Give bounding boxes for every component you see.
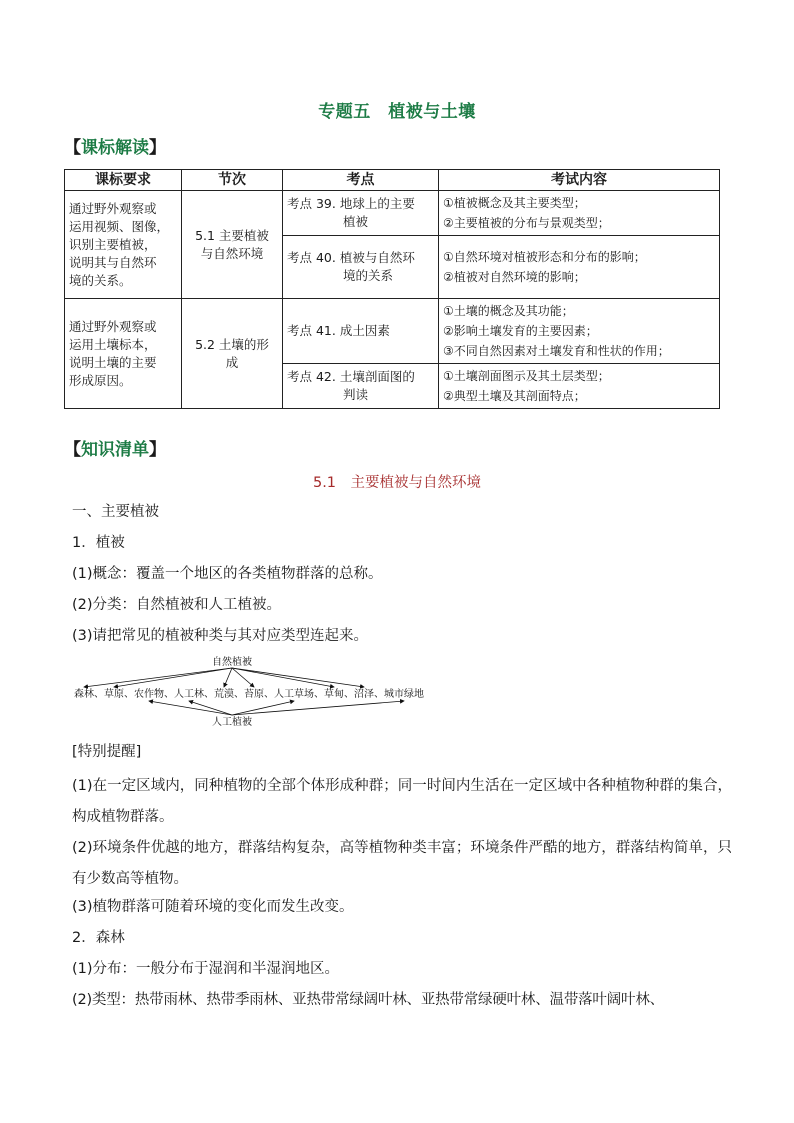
item-separator: 、 <box>374 689 384 700</box>
artificial-link-line <box>189 701 232 715</box>
page-title: 专题五 植被与土壤 <box>318 102 476 122</box>
section-cell: 5.1 主要植被 与自然环境 <box>182 191 283 299</box>
vegetation-item: 人工林 <box>174 689 204 700</box>
section-heading-knowledge: 【知识清单】 <box>64 440 166 460</box>
vegetation-item: 森林 <box>74 689 94 700</box>
vegetation-item: 沼泽 <box>354 689 374 700</box>
content-cell: ①土壤剖面图示及其土层类型； ②典型土壤及其剖面特点； <box>439 364 720 409</box>
table-row <box>65 299 720 364</box>
point-cell: 考点 41. 成土因素 <box>283 299 439 364</box>
vegetation-item: 苔原 <box>244 689 264 700</box>
natural-link-line <box>114 668 232 687</box>
item-separator: 、 <box>94 689 104 700</box>
vegetation-item: 草原 <box>104 689 124 700</box>
content-cell: ①土壤的概念及其功能； ②影响土壤发育的主要因素； ③不同自然因素对土壤发育和性状的作用； <box>439 299 720 364</box>
note-paragraph: (1)在一定区域内，同种植物的全部个体形成种群；同一时间内生活在一定区域中各种植物种群的集合，构成植物群落。 <box>72 778 732 825</box>
artificial-vegetation-label: 人工植被 <box>212 717 252 728</box>
table-header-row <box>65 170 720 191</box>
item-separator: 、 <box>234 689 244 700</box>
paragraph-concept: (1)概念：覆盖一个地区的各类植物群落的总称。 <box>72 566 383 582</box>
heading-vegetation: 1．植被 <box>72 535 125 551</box>
note-paragraph: (2)环境条件优越的地方，群落结构复杂，高等植物种类丰富；环境条件严酷的地方，群落结构简单，只有少数高等植物。 <box>72 840 732 887</box>
item-separator: 、 <box>124 689 134 700</box>
vegetation-item: 草甸 <box>324 689 344 700</box>
natural-link-line <box>232 668 364 687</box>
content-cell: ①植被概念及其主要类型； ②主要植被的分布与景观类型； <box>439 191 720 236</box>
requirement-cell: 通过野外观察或 运用土壤标本， 说明土壤的主要 形成原因。 <box>65 299 182 409</box>
vegetation-matching-diagram <box>72 652 424 732</box>
vegetation-item: 城市绿地 <box>384 689 424 700</box>
artificial-link-line <box>232 701 294 715</box>
point-cell: 考点 39. 地球上的主要 植被 <box>283 191 439 236</box>
vegetation-item: 荒漠 <box>214 689 234 700</box>
vegetation-item: 人工草场 <box>274 689 314 700</box>
natural-link-line <box>84 668 232 687</box>
section-cell: 5.2 土壤的形 成 <box>182 299 283 409</box>
requirement-cell: 通过野外观察或 运用视频、图像， 识别主要植被， 说明其与自然环 境的关系。 <box>65 191 182 299</box>
paragraph-connect: (3)请把常见的植被种类与其对应类型连起来。 <box>72 628 369 644</box>
artificial-link-line <box>232 701 404 715</box>
point-cell: 考点 42. 土壤剖面图的 判读 <box>283 364 439 409</box>
curriculum-table <box>64 169 720 409</box>
section-heading-curriculum: 【课标解读】 <box>64 138 166 158</box>
content-cell: ①自然环境对植被形态和分布的影响； ②植被对自然环境的影响； <box>439 236 720 299</box>
item-separator: 、 <box>314 689 324 700</box>
special-note-label: [特别提醒] <box>72 744 142 760</box>
item-separator: 、 <box>264 689 274 700</box>
item-separator: 、 <box>164 689 174 700</box>
header-content: 考试内容 <box>439 170 720 191</box>
table-row <box>65 191 720 236</box>
heading-main-vegetation: 一、主要植被 <box>72 504 159 520</box>
item-separator: 、 <box>204 689 214 700</box>
vegetation-item: 农作物 <box>134 689 164 700</box>
natural-link-line <box>224 668 232 687</box>
header-point: 考点 <box>283 170 439 191</box>
note-paragraph: (3)植物群落可随着环境的变化而发生改变。 <box>72 899 354 915</box>
point-cell: 考点 40. 植被与自然环 境的关系 <box>283 236 439 299</box>
paragraph-classification: (2)分类：自然植被和人工植被。 <box>72 597 282 613</box>
paragraph-forest-distribution: (1)分布：一般分布于湿润和半湿润地区。 <box>72 961 340 977</box>
natural-vegetation-label: 自然植被 <box>212 657 252 668</box>
header-requirement: 课标要求 <box>65 170 182 191</box>
subsection-title: 5.1 主要植被与自然环境 <box>312 475 482 491</box>
artificial-link-line <box>149 701 232 715</box>
natural-link-line <box>232 668 334 687</box>
paragraph-forest-types: (2)类型：热带雨林、热带季雨林、亚热带常绿阔叶林、亚热带常绿硬叶林、温带落叶阔叶林、 <box>72 992 664 1008</box>
heading-forest: 2．森林 <box>72 930 125 946</box>
item-separator: 、 <box>344 689 354 700</box>
header-section: 节次 <box>182 170 283 191</box>
